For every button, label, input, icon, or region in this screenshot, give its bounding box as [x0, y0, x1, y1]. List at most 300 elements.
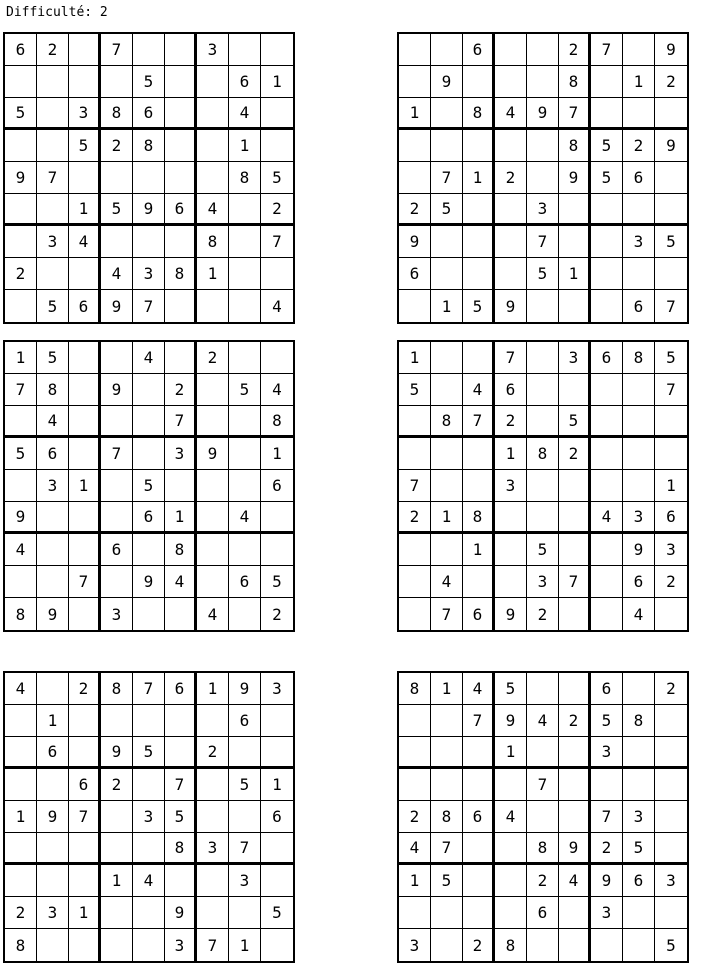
empty-cell[interactable]	[37, 258, 69, 290]
given-cell: 1	[495, 737, 527, 769]
empty-cell[interactable]	[399, 897, 431, 929]
empty-cell[interactable]	[101, 929, 133, 961]
empty-cell[interactable]	[165, 226, 197, 258]
empty-cell[interactable]	[623, 769, 655, 801]
empty-cell[interactable]	[655, 258, 687, 290]
empty-cell[interactable]	[101, 470, 133, 502]
empty-cell[interactable]	[623, 673, 655, 705]
given-cell: 2	[399, 502, 431, 534]
given-cell: 3	[229, 865, 261, 897]
empty-cell[interactable]	[591, 438, 623, 470]
empty-cell[interactable]	[69, 534, 101, 566]
empty-cell[interactable]	[101, 897, 133, 929]
empty-cell[interactable]	[655, 705, 687, 737]
empty-cell[interactable]	[591, 406, 623, 438]
empty-cell[interactable]	[623, 98, 655, 130]
empty-cell[interactable]	[37, 194, 69, 226]
empty-cell[interactable]	[37, 66, 69, 98]
empty-cell[interactable]	[5, 130, 37, 162]
given-cell: 4	[431, 566, 463, 598]
empty-cell[interactable]	[495, 566, 527, 598]
empty-cell[interactable]	[623, 406, 655, 438]
empty-cell[interactable]	[559, 769, 591, 801]
empty-cell[interactable]	[559, 897, 591, 929]
empty-cell[interactable]	[133, 705, 165, 737]
empty-cell[interactable]	[165, 290, 197, 322]
empty-cell[interactable]	[5, 406, 37, 438]
empty-cell[interactable]	[591, 929, 623, 961]
given-cell: 4	[229, 98, 261, 130]
empty-cell[interactable]	[463, 897, 495, 929]
empty-cell[interactable]	[463, 833, 495, 865]
empty-cell[interactable]	[623, 438, 655, 470]
empty-cell[interactable]	[133, 929, 165, 961]
empty-cell[interactable]	[101, 833, 133, 865]
given-cell: 3	[623, 226, 655, 258]
empty-cell[interactable]	[37, 833, 69, 865]
empty-cell[interactable]	[559, 290, 591, 322]
empty-cell[interactable]	[165, 865, 197, 897]
empty-cell[interactable]	[559, 737, 591, 769]
empty-cell[interactable]	[527, 162, 559, 194]
empty-cell[interactable]	[101, 705, 133, 737]
empty-cell[interactable]	[5, 833, 37, 865]
empty-cell[interactable]	[261, 130, 293, 162]
empty-cell[interactable]	[399, 566, 431, 598]
empty-cell[interactable]	[133, 769, 165, 801]
empty-cell[interactable]	[229, 194, 261, 226]
empty-cell[interactable]	[5, 705, 37, 737]
given-cell: 5	[655, 226, 687, 258]
empty-cell[interactable]	[261, 833, 293, 865]
empty-cell[interactable]	[261, 929, 293, 961]
empty-cell[interactable]	[527, 502, 559, 534]
given-cell: 5	[5, 438, 37, 470]
empty-cell[interactable]	[5, 769, 37, 801]
empty-cell[interactable]	[165, 162, 197, 194]
given-cell: 9	[5, 162, 37, 194]
given-cell: 5	[591, 130, 623, 162]
given-cell: 2	[197, 737, 229, 769]
given-cell: 7	[666, 296, 676, 316]
empty-cell[interactable]	[495, 258, 527, 290]
empty-cell[interactable]	[591, 374, 623, 406]
given-cell: 6	[623, 290, 655, 322]
empty-cell[interactable]	[527, 929, 559, 961]
given-cell: 6	[655, 502, 687, 534]
empty-cell[interactable]	[527, 130, 559, 162]
given-cell: 5	[261, 566, 293, 598]
empty-cell[interactable]	[463, 737, 495, 769]
empty-cell[interactable]	[5, 865, 37, 897]
empty-cell[interactable]	[431, 438, 463, 470]
empty-cell[interactable]	[431, 897, 463, 929]
empty-cell[interactable]	[399, 534, 431, 566]
empty-cell[interactable]	[559, 929, 591, 961]
empty-cell[interactable]	[133, 226, 165, 258]
given-cell: 6	[69, 769, 101, 801]
empty-cell[interactable]	[229, 534, 261, 566]
empty-cell[interactable]	[197, 897, 229, 929]
empty-cell[interactable]	[559, 374, 591, 406]
empty-cell[interactable]	[261, 258, 293, 290]
empty-cell[interactable]	[69, 502, 101, 534]
empty-cell[interactable]	[623, 897, 655, 929]
empty-cell[interactable]	[165, 34, 197, 66]
empty-cell[interactable]	[463, 258, 495, 290]
empty-cell[interactable]	[133, 162, 165, 194]
empty-cell[interactable]	[431, 534, 463, 566]
empty-cell[interactable]	[5, 66, 37, 98]
empty-cell[interactable]	[37, 130, 69, 162]
given-cell: 3	[623, 801, 655, 833]
given-cell: 5	[463, 290, 495, 322]
empty-cell[interactable]	[623, 34, 655, 66]
empty-cell[interactable]	[5, 194, 37, 226]
empty-cell[interactable]	[261, 737, 293, 769]
empty-cell[interactable]	[197, 406, 229, 438]
empty-cell[interactable]	[229, 737, 261, 769]
empty-cell[interactable]	[399, 290, 431, 322]
empty-cell[interactable]	[463, 566, 495, 598]
empty-cell[interactable]	[165, 737, 197, 769]
given-cell: 6	[399, 258, 431, 290]
empty-cell[interactable]	[133, 897, 165, 929]
empty-cell[interactable]	[431, 98, 463, 130]
empty-cell[interactable]	[463, 66, 495, 98]
empty-cell[interactable]	[431, 929, 463, 961]
empty-cell[interactable]	[165, 705, 197, 737]
given-cell: 4	[5, 673, 37, 705]
empty-cell[interactable]	[69, 162, 101, 194]
empty-cell[interactable]	[431, 470, 463, 502]
empty-cell[interactable]	[527, 801, 559, 833]
given-cell: 5	[229, 769, 261, 801]
empty-cell[interactable]	[591, 566, 623, 598]
empty-cell[interactable]	[623, 194, 655, 226]
empty-cell[interactable]	[229, 258, 261, 290]
empty-cell[interactable]	[591, 534, 623, 566]
empty-cell[interactable]	[229, 290, 261, 322]
empty-cell[interactable]	[431, 34, 463, 66]
empty-cell[interactable]	[431, 342, 463, 374]
empty-cell[interactable]	[463, 194, 495, 226]
empty-cell[interactable]	[431, 130, 463, 162]
empty-cell[interactable]	[655, 406, 687, 438]
empty-cell[interactable]	[197, 66, 229, 98]
empty-cell[interactable]	[527, 470, 559, 502]
empty-cell[interactable]	[655, 194, 687, 226]
empty-cell[interactable]	[133, 374, 165, 406]
empty-cell[interactable]	[431, 258, 463, 290]
given-cell: 3	[655, 534, 687, 566]
empty-cell[interactable]	[5, 566, 37, 598]
empty-cell[interactable]	[463, 865, 495, 897]
empty-cell[interactable]	[623, 929, 655, 961]
empty-cell[interactable]	[165, 342, 197, 374]
empty-cell[interactable]	[591, 470, 623, 502]
empty-cell[interactable]	[431, 705, 463, 737]
empty-cell[interactable]	[591, 226, 623, 258]
empty-cell[interactable]	[623, 374, 655, 406]
empty-cell[interactable]	[495, 534, 527, 566]
empty-cell[interactable]	[5, 737, 37, 769]
given-cell: 2	[655, 566, 687, 598]
empty-cell[interactable]	[101, 502, 133, 534]
empty-cell[interactable]	[463, 130, 495, 162]
empty-cell[interactable]	[463, 342, 495, 374]
empty-cell[interactable]	[591, 194, 623, 226]
empty-cell[interactable]	[197, 566, 229, 598]
empty-cell[interactable]	[261, 342, 293, 374]
empty-cell[interactable]	[37, 865, 69, 897]
empty-cell[interactable]	[37, 566, 69, 598]
given-cell: 5	[666, 935, 676, 955]
given-cell: 7	[655, 374, 687, 406]
empty-cell[interactable]	[165, 98, 197, 130]
empty-cell[interactable]	[101, 162, 133, 194]
empty-cell[interactable]	[559, 226, 591, 258]
empty-cell[interactable]	[399, 769, 431, 801]
empty-cell[interactable]	[655, 801, 687, 833]
empty-cell[interactable]	[165, 66, 197, 98]
empty-cell[interactable]	[69, 342, 101, 374]
empty-cell[interactable]	[399, 737, 431, 769]
empty-cell[interactable]	[133, 438, 165, 470]
empty-cell[interactable]	[527, 406, 559, 438]
empty-cell[interactable]	[591, 98, 623, 130]
empty-cell[interactable]	[261, 34, 293, 66]
empty-cell[interactable]	[229, 801, 261, 833]
given-cell: 2	[655, 66, 687, 98]
empty-cell[interactable]	[399, 66, 431, 98]
empty-cell[interactable]	[229, 897, 261, 929]
empty-cell[interactable]	[69, 258, 101, 290]
empty-cell[interactable]	[399, 438, 431, 470]
empty-cell[interactable]	[591, 258, 623, 290]
empty-cell[interactable]	[559, 194, 591, 226]
empty-cell[interactable]	[69, 929, 101, 961]
empty-cell[interactable]	[591, 769, 623, 801]
empty-cell[interactable]	[37, 673, 69, 705]
empty-cell[interactable]	[591, 66, 623, 98]
empty-cell[interactable]	[197, 374, 229, 406]
given-cell: 8	[431, 406, 463, 438]
empty-cell[interactable]	[559, 502, 591, 534]
empty-cell[interactable]	[399, 598, 431, 630]
empty-cell[interactable]	[655, 98, 687, 130]
empty-cell[interactable]	[101, 801, 133, 833]
empty-cell[interactable]	[559, 534, 591, 566]
empty-cell[interactable]	[37, 98, 69, 130]
empty-cell[interactable]	[495, 865, 527, 897]
empty-cell[interactable]	[229, 438, 261, 470]
empty-cell[interactable]	[101, 66, 133, 98]
empty-cell[interactable]	[559, 598, 591, 630]
empty-cell[interactable]	[591, 598, 623, 630]
empty-cell[interactable]	[559, 470, 591, 502]
empty-cell[interactable]	[399, 34, 431, 66]
empty-cell[interactable]	[133, 34, 165, 66]
empty-cell[interactable]	[37, 502, 69, 534]
empty-cell[interactable]	[399, 406, 431, 438]
empty-cell[interactable]	[495, 833, 527, 865]
empty-cell[interactable]	[431, 226, 463, 258]
given-cell: 1	[655, 470, 687, 502]
empty-cell[interactable]	[101, 226, 133, 258]
empty-cell[interactable]	[133, 598, 165, 630]
empty-cell[interactable]	[623, 737, 655, 769]
empty-cell[interactable]	[165, 130, 197, 162]
given-cell: 7	[495, 342, 527, 374]
empty-cell[interactable]	[655, 897, 687, 929]
empty-cell[interactable]	[197, 470, 229, 502]
empty-cell[interactable]	[197, 130, 229, 162]
empty-cell[interactable]	[463, 769, 495, 801]
empty-cell[interactable]	[101, 342, 133, 374]
given-cell: 1	[399, 865, 431, 897]
empty-cell[interactable]	[165, 470, 197, 502]
empty-cell[interactable]	[229, 598, 261, 630]
empty-cell[interactable]	[655, 737, 687, 769]
given-cell: 9	[431, 66, 463, 98]
given-cell: 1	[197, 673, 229, 705]
empty-cell[interactable]	[559, 673, 591, 705]
empty-cell[interactable]	[431, 737, 463, 769]
given-cell: 6	[463, 598, 495, 630]
empty-cell[interactable]	[165, 598, 197, 630]
empty-cell[interactable]	[495, 34, 527, 66]
given-cell: 6	[463, 801, 495, 833]
given-cell: 5	[165, 801, 197, 833]
empty-cell[interactable]	[527, 374, 559, 406]
given-cell: 9	[165, 897, 197, 929]
empty-cell[interactable]	[197, 705, 229, 737]
given-cell: 5	[229, 374, 261, 406]
given-cell: 9	[655, 130, 687, 162]
empty-cell[interactable]	[495, 130, 527, 162]
empty-cell[interactable]	[655, 769, 687, 801]
given-cell: 5	[623, 833, 655, 865]
empty-cell[interactable]	[527, 290, 559, 322]
given-cell: 6	[623, 865, 655, 897]
empty-cell[interactable]	[463, 226, 495, 258]
empty-cell[interactable]	[101, 566, 133, 598]
given-cell: 6	[229, 66, 261, 98]
empty-cell[interactable]	[69, 833, 101, 865]
empty-cell[interactable]	[229, 406, 261, 438]
empty-cell[interactable]	[463, 438, 495, 470]
empty-cell[interactable]	[69, 34, 101, 66]
empty-cell[interactable]	[37, 534, 69, 566]
empty-cell[interactable]	[229, 34, 261, 66]
empty-cell[interactable]	[261, 705, 293, 737]
empty-cell[interactable]	[69, 705, 101, 737]
empty-cell[interactable]	[69, 598, 101, 630]
given-cell: 5	[591, 705, 623, 737]
given-cell: 3	[133, 801, 165, 833]
empty-cell[interactable]	[101, 406, 133, 438]
given-cell: 6	[165, 673, 197, 705]
empty-cell[interactable]	[261, 502, 293, 534]
empty-cell[interactable]	[229, 226, 261, 258]
empty-cell[interactable]	[197, 502, 229, 534]
empty-cell[interactable]	[133, 833, 165, 865]
empty-cell[interactable]	[495, 194, 527, 226]
empty-cell[interactable]	[399, 130, 431, 162]
empty-cell[interactable]	[197, 98, 229, 130]
empty-cell[interactable]	[69, 374, 101, 406]
empty-cell[interactable]	[69, 66, 101, 98]
empty-cell[interactable]	[591, 290, 623, 322]
given-cell: 2	[5, 897, 37, 929]
empty-cell[interactable]	[197, 769, 229, 801]
empty-cell[interactable]	[559, 801, 591, 833]
empty-cell[interactable]	[495, 769, 527, 801]
empty-cell[interactable]	[431, 374, 463, 406]
empty-cell[interactable]	[527, 34, 559, 66]
empty-cell[interactable]	[69, 438, 101, 470]
given-cell: 9	[101, 290, 133, 322]
empty-cell[interactable]	[495, 226, 527, 258]
empty-cell[interactable]	[399, 162, 431, 194]
empty-cell[interactable]	[527, 737, 559, 769]
empty-cell[interactable]	[431, 769, 463, 801]
empty-cell[interactable]	[69, 737, 101, 769]
empty-cell[interactable]	[133, 406, 165, 438]
empty-cell[interactable]	[495, 66, 527, 98]
given-cell: 8	[559, 130, 591, 162]
given-cell: 8	[527, 438, 559, 470]
empty-cell[interactable]	[5, 290, 37, 322]
empty-cell[interactable]	[495, 897, 527, 929]
given-cell: 9	[229, 673, 261, 705]
empty-cell[interactable]	[229, 342, 261, 374]
empty-cell[interactable]	[197, 534, 229, 566]
empty-cell[interactable]	[37, 929, 69, 961]
empty-cell[interactable]	[197, 865, 229, 897]
empty-cell[interactable]	[527, 342, 559, 374]
empty-cell[interactable]	[69, 865, 101, 897]
empty-cell[interactable]	[623, 470, 655, 502]
empty-cell[interactable]	[197, 290, 229, 322]
empty-cell[interactable]	[197, 162, 229, 194]
empty-cell[interactable]	[261, 865, 293, 897]
empty-cell[interactable]	[655, 438, 687, 470]
empty-cell[interactable]	[261, 98, 293, 130]
given-cell: 7	[69, 801, 101, 833]
empty-cell[interactable]	[133, 534, 165, 566]
empty-cell[interactable]	[37, 769, 69, 801]
empty-cell[interactable]	[623, 258, 655, 290]
given-cell: 9	[495, 705, 527, 737]
empty-cell[interactable]	[463, 470, 495, 502]
empty-cell[interactable]	[5, 470, 37, 502]
empty-cell[interactable]	[69, 406, 101, 438]
empty-cell[interactable]	[495, 502, 527, 534]
empty-cell[interactable]	[229, 470, 261, 502]
empty-cell[interactable]	[655, 162, 687, 194]
empty-cell[interactable]	[5, 226, 37, 258]
empty-cell[interactable]	[655, 833, 687, 865]
empty-cell[interactable]	[399, 705, 431, 737]
empty-cell[interactable]	[261, 534, 293, 566]
given-cell: 1	[431, 502, 463, 534]
empty-cell[interactable]	[197, 801, 229, 833]
empty-cell[interactable]	[527, 66, 559, 98]
empty-cell[interactable]	[655, 598, 687, 630]
empty-cell[interactable]	[527, 673, 559, 705]
